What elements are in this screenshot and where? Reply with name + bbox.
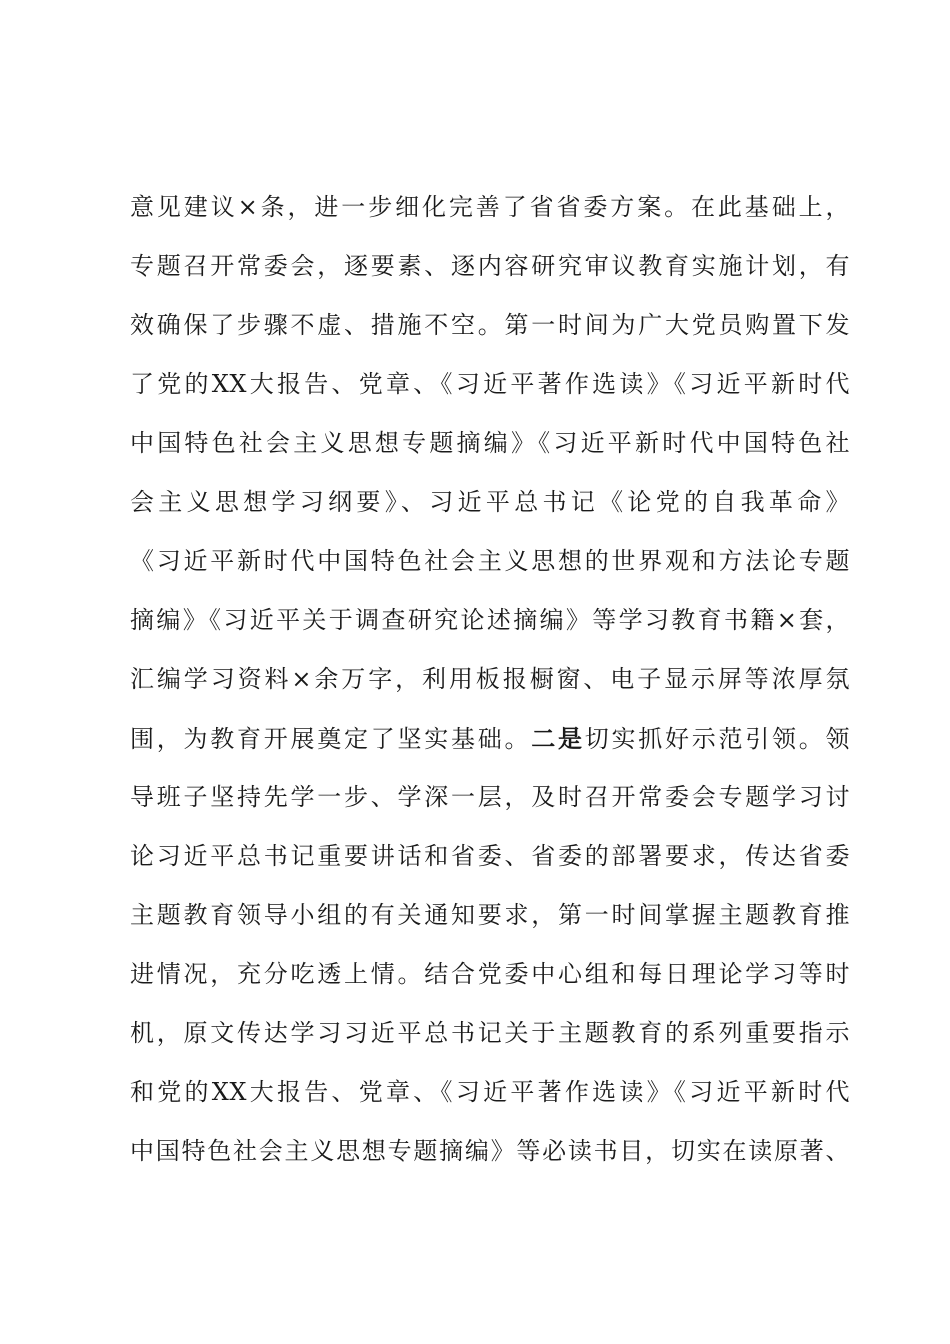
- bold-heading-run: 二是: [531, 724, 585, 753]
- text-line: 中国特色社会主义思想专题摘编》等必读书目，切实在读原著、: [130, 1137, 850, 1165]
- text-line: 意见建议×条，进一步细化完善了省省委方案。在此基础上，: [130, 193, 850, 221]
- text-line: 机，原文传达学习习近平总书记关于主题教育的系列重要指示: [130, 1019, 850, 1047]
- text-run: 围，为教育开展奠定了坚实基础。: [130, 725, 532, 753]
- text-line: 和党的XX大报告、党章、《习近平著作选读》《习近平新时代: [130, 1078, 850, 1106]
- text-line: 了党的XX大报告、党章、《习近平著作选读》《习近平新时代: [130, 370, 850, 398]
- text-line: 摘编》《习近平关于调查研究论述摘编》等学习教育书籍×套，: [130, 606, 850, 634]
- text-line: 中国特色社会主义思想专题摘编》《习近平新时代中国特色社: [130, 429, 850, 457]
- text-line: 主题教育领导小组的有关通知要求，第一时间掌握主题教育推: [130, 901, 850, 929]
- text-line-mixed: [130, 709, 850, 768]
- text-line: 导班子坚持先学一步、学深一层，及时召开常委会专题学习讨: [130, 783, 850, 811]
- document-body: [130, 178, 850, 1181]
- text-run: 切实抓好示范引领。领: [584, 725, 850, 753]
- text-line: 专题召开常委会，逐要素、逐内容研究审议教育实施计划，有: [130, 252, 850, 280]
- text-line: 会主义思想学习纲要》、习近平总书记《论党的自我革命》: [130, 488, 850, 516]
- text-line: 汇编学习资料×余万字，利用板报橱窗、电子显示屏等浓厚氛: [130, 665, 850, 693]
- text-line: 进情况，充分吃透上情。结合党委中心组和每日理论学习等时: [130, 960, 850, 988]
- text-line: 《习近平新时代中国特色社会主义思想的世界观和方法论专题: [130, 547, 850, 575]
- text-line: 效确保了步骤不虚、措施不空。第一时间为广大党员购置下发: [130, 311, 850, 339]
- text-line: 论习近平总书记重要讲话和省委、省委的部署要求，传达省委: [130, 842, 850, 870]
